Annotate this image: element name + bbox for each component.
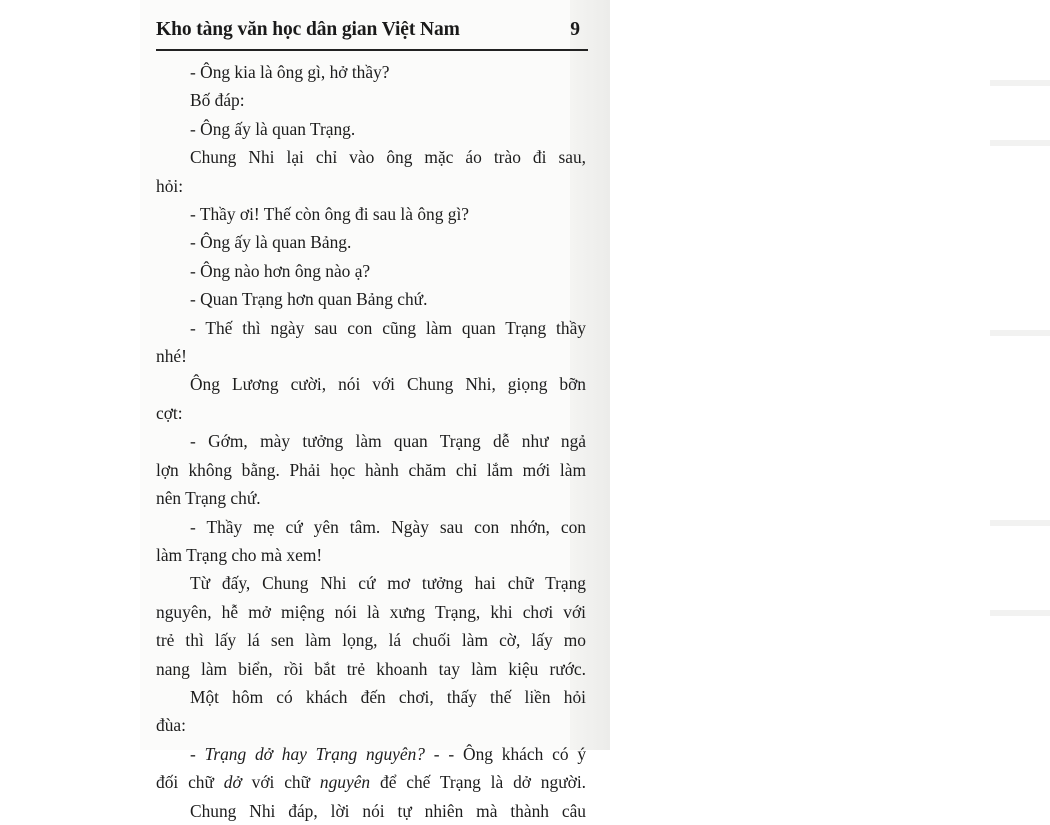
- text-line: - Ông kia là ông gì, hở thầy?: [190, 62, 390, 82]
- text-line: nang làm biển, rồi bắt trẻ khoanh tay làm kiệu rước.: [156, 658, 586, 679]
- bleed-text: [990, 80, 1050, 86]
- text-line: hỏi:: [156, 175, 184, 196]
- book-page: [140, 0, 610, 821]
- text-line: Bố đáp:: [190, 90, 245, 111]
- text-line: - Ông ấy là quan Trạng.: [190, 118, 356, 139]
- bleed-text: [990, 330, 1050, 336]
- text-line: đối chữ dở với chữ nguyên để chế Trạng là dở người.: [156, 772, 587, 793]
- body-text: [156, 58, 586, 825]
- text-line: - Quan Trạng hơn quan Bảng chứ.: [190, 289, 428, 310]
- bleed-text: [990, 520, 1050, 526]
- text-line: Ông Lương cười, nói với Chung Nhi, giọng bỡn: [190, 374, 586, 395]
- text-line: Một hôm có khách đến chơi, thấy thế liền hỏi: [190, 686, 586, 707]
- text-line: nguyên, hễ mở miệng nói là xưng Trạng, khi chơi với: [156, 601, 586, 622]
- text-line: - Trạng dở hay Trạng nguyên? - - Ông khách có ý: [190, 743, 587, 764]
- bleed-text: [990, 610, 1050, 616]
- text-line: lợn không bằng. Phải học hành chăm chỉ lắm mới làm: [156, 459, 586, 480]
- running-header: [156, 15, 586, 49]
- header-rule: [156, 49, 588, 51]
- text-line: - Ông ấy là quan Bảng.: [190, 232, 352, 253]
- text-line: nên Trạng chứ.: [156, 488, 261, 509]
- text-line: đùa:: [156, 715, 186, 736]
- text-line: nhé!: [156, 346, 187, 367]
- text-line: - Ông nào hơn ông nào ạ?: [190, 260, 371, 281]
- text-line: làm Trạng cho mà xem!: [156, 544, 323, 565]
- text-line: trẻ thì lấy lá sen làm lọng, lá chuối làm cờ, lấy mo: [156, 630, 586, 651]
- text-line: cợt:: [156, 402, 183, 423]
- italic-word: nguyên: [319, 772, 371, 793]
- page-number: 9: [570, 19, 580, 40]
- text-line: - Gớm, mày tưởng làm quan Trạng dễ như ngả: [190, 431, 586, 452]
- text-line: - Thế thì ngày sau con cũng làm quan Trạng thầy: [190, 317, 586, 338]
- text-line: Chung Nhi đáp, lời nói tự nhiên mà thành câu: [190, 800, 586, 821]
- text-line: - Thầy ơi! Thế còn ông đi sau là ông gì?: [190, 204, 470, 225]
- text-line: Chung Nhi lại chỉ vào ông mặc áo trào đi sau,: [190, 147, 586, 168]
- italic-word: dở: [223, 772, 242, 793]
- text-line: Từ đấy, Chung Nhi cứ mơ tưởng hai chữ Trạng: [190, 573, 586, 594]
- text-line: - Thầy mẹ cứ yên tâm. Ngày sau con nhớn, con: [190, 516, 586, 537]
- italic-question: Trạng dở hay Trạng nguyên?: [204, 743, 425, 764]
- bleed-text: [990, 140, 1050, 146]
- book-title: Kho tàng văn học dân gian Việt Nam: [156, 19, 460, 40]
